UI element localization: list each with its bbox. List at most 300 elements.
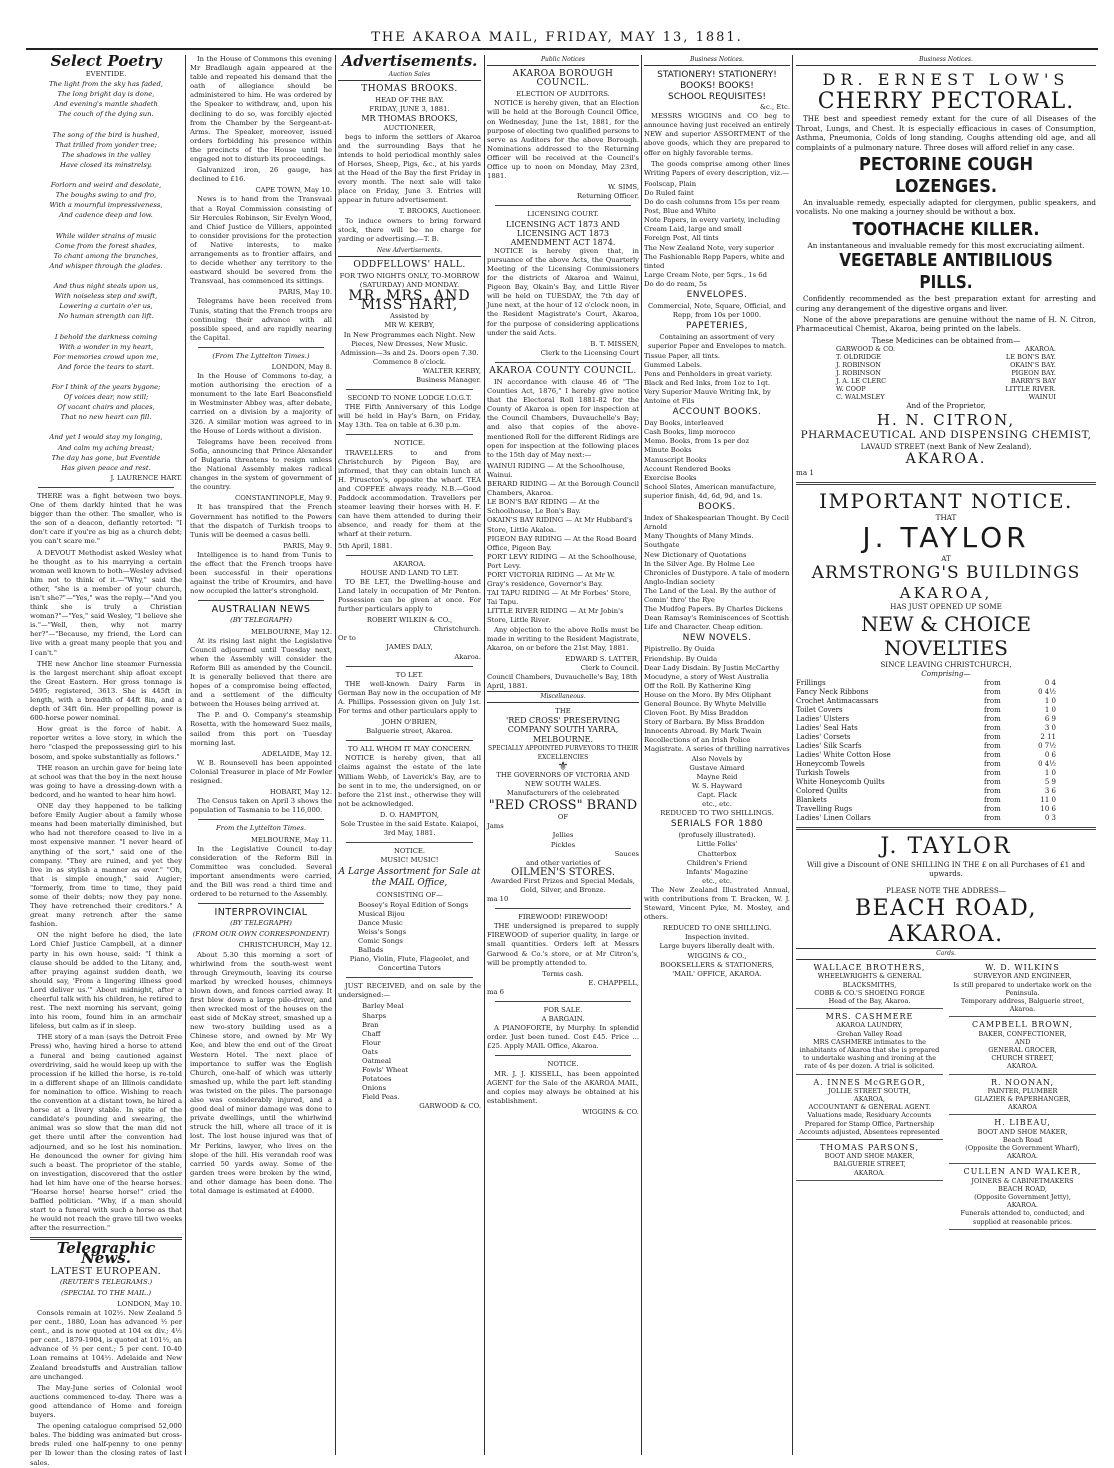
agent-cell: WAINUI — [1028, 393, 1056, 402]
divider — [495, 205, 631, 206]
card-line: AKAROA. — [1007, 1201, 1038, 1210]
paper-item: The Fashionable Repp Papers, white and tinted — [644, 252, 785, 270]
paper-item: Do do do ream, 5s — [644, 279, 707, 288]
wilkin: ROBERT WILKIN & CO., — [366, 616, 453, 625]
poem-line: And force the tears to start. — [57, 362, 155, 371]
novel-item: Mocudyne, a story of West Australia — [644, 672, 769, 681]
christchurch: Christchurch. — [433, 625, 481, 634]
dateline: CAPE TOWN, May 10. — [255, 186, 332, 195]
divider — [495, 1001, 631, 1002]
dateline: MELBOURNE, May 12. — [250, 627, 332, 636]
card-line: ACCOUNTANT & GENERAL AGENT. — [808, 1103, 931, 1112]
beach-road: BEACH ROAD, AKAROA. — [855, 895, 1037, 947]
divider — [38, 487, 174, 488]
news-paragraph: Telegrams have been received from Sofia, announcing that Prince Alexander of Bulgaria threatens to resign unless the National Assembly makes radical changes in the system of government of the country. — [190, 437, 332, 492]
paper-item: Foreign Post, All tints — [644, 234, 719, 243]
wiggins-signature: WIGGINS & CO., — [687, 951, 747, 960]
serial-item: Chatterbox — [697, 849, 737, 858]
stationery-item: Tissue Paper, all tints. — [644, 351, 720, 360]
novel-item: Cloven Foot. By Miss Braddon — [644, 709, 749, 718]
serial-item: Infants' Magazine — [686, 867, 748, 876]
poem — [30, 80, 182, 473]
price-cell: from — [984, 759, 1001, 768]
constantinople-news: It has transpired that the French Government has notified to the Powers that the dispatch of Turkish troops to Tunis will be deemed a casus belli. — [190, 503, 332, 539]
poem-line: I behold the darkness coming — [54, 332, 158, 341]
just-received: JUST RECEIVED, and on sale by the undersigned:— — [338, 982, 481, 1000]
envelopes-heading: ENVELOPES. — [686, 289, 748, 300]
special-label: (SPECIAL TO THE MAIL.) — [60, 1288, 152, 1297]
agent-cell: J. ROBINSON — [836, 361, 881, 370]
novelties-heading: NEW & CHOICE NOVELTIES — [860, 611, 1032, 660]
produce-item: Onions — [362, 1084, 387, 1093]
produce-item: Chaff — [362, 1029, 381, 1038]
kissell-text: MR. J. J. KISSELL, has been appointed AGENT for the Sale of the AKAROA MAIL, and copies may always be obtained at his establishment. — [487, 1069, 639, 1105]
price-cell: from — [984, 813, 1001, 822]
large-assortment: A Large Assortment for Sale at the MAIL Office, — [338, 867, 481, 889]
poem-line: The couch of the dying sun. — [58, 110, 154, 119]
price-row — [796, 733, 1056, 742]
melbourne-news — [190, 637, 332, 748]
akaroa: Akaroa. — [454, 652, 481, 661]
paper-item: Do Ruled faint — [644, 188, 694, 197]
novel-item: House on the Moro. By Mrs Oliphant — [644, 690, 772, 699]
paper-item: Large Cream Note, per 5qrs., 1s 6d — [644, 270, 767, 279]
stationery-item: Very Superior Mauve Writing Ink, by Antoine et Fils — [644, 387, 771, 405]
card-line: AKAROA. — [1007, 1062, 1038, 1071]
price-cell: Ladies' Corsets — [796, 732, 851, 741]
manufacturers: Manufacturers of the celebrated — [506, 789, 620, 798]
price-cell: 0 4½ — [1038, 759, 1056, 768]
card-line: AKAROA, — [854, 1095, 885, 1103]
produce-item: Oats — [362, 1047, 378, 1056]
music-list — [338, 901, 481, 956]
produce-item: Oatmeal — [362, 1057, 392, 1065]
poetry-heading: Select Poetry — [50, 52, 162, 70]
at: AT — [941, 553, 951, 563]
the: THE — [555, 707, 571, 716]
price-cell: 5 9 — [1044, 777, 1056, 786]
account-book-item: Exercise Books — [644, 473, 697, 482]
brooks-signature: T. BROOKS, Auctioneer. — [398, 207, 481, 216]
poem-line: While wilder strains of music — [55, 231, 157, 240]
hampton: D. O. HAMPTON, — [379, 810, 440, 819]
auction-sales-label: Auction Sales — [338, 70, 481, 81]
price-cell: 3 0 — [1044, 723, 1056, 732]
price-cell: White Honeycomb Quilts — [796, 777, 885, 786]
book-item: New Dictionary of Quotations — [644, 550, 747, 559]
price-row — [796, 724, 1056, 733]
agent-cell: J. A. LE CLERC — [836, 377, 887, 386]
price-cell: 6 9 — [1044, 714, 1056, 723]
business-card — [949, 1119, 1096, 1164]
column-6 — [796, 55, 1096, 1455]
notice-heading: NOTICE. — [393, 439, 426, 448]
annual-text: The New Zealand Illustrated Annual, with contributions from T. Bracken, W. J. Steward, Vincent Pyke, M. Mosley, and others. — [644, 885, 790, 922]
price-list — [796, 679, 1096, 823]
agent-row — [836, 345, 1056, 353]
borough-council: AKAROA BOROUGH COUNCIL. — [512, 69, 614, 89]
cards-left — [796, 964, 943, 1234]
election-heading: ELECTION OF AUDITORS. — [516, 90, 610, 99]
missen: B. T. MISSEN, — [590, 339, 639, 348]
cards-section — [796, 964, 1096, 1234]
poem-line — [30, 222, 182, 231]
novel-item: Off the Roll. By Katherine King — [644, 681, 751, 690]
book-item: Index of Shakespearian Thought. By Cecil Arnold — [644, 514, 789, 532]
lavaud: LAVAUD STREET (next Bank of New Zealand), — [860, 441, 1032, 451]
price-cell: from — [984, 777, 1001, 786]
mail-office: 'MAIL' OFFICE, AKAROA. — [672, 969, 762, 978]
agents-list — [796, 345, 1096, 401]
or-to: Or to — [338, 634, 356, 643]
card-title: W. D. WILKINS — [985, 963, 1060, 973]
lodge-text: THE Fifth Anniversary of this Lodge will be held in Hay's Barn, on Friday, May 13th. Tea on table at 6.30 p.m. — [338, 403, 481, 430]
divider — [796, 827, 1096, 830]
jellies: Jellies — [552, 831, 574, 840]
agent-row — [836, 385, 1056, 393]
column-1 — [30, 52, 182, 1467]
divider — [346, 842, 473, 843]
price-cell: from — [984, 795, 1001, 804]
riding-item: LITTLE RIVER RIDING — At Mr Jobin's Store, Little River. — [487, 607, 624, 625]
account-book-item: Account Rendered Books — [644, 464, 731, 473]
price-row — [796, 688, 1056, 697]
price-cell: Toilet Covers — [796, 705, 843, 714]
stationery-item: Pens and Penholders in great variety. — [644, 369, 773, 378]
profusely: (profusely illustrated). — [678, 831, 756, 840]
music-item: Dance Music — [358, 918, 403, 927]
paper-item: Foolscap, Plain — [644, 179, 697, 188]
account-books-heading: ACCOUNT BOOKS. — [672, 407, 762, 418]
agent-cell: W. COOP — [836, 385, 866, 394]
price-cell: 0 7½ — [1038, 741, 1056, 750]
awarded: Awarded First Prizes and Special Medals, Gold, Silver, and Bronze. — [491, 876, 635, 894]
pharmaceutical: PHARMACEUTICAL AND DISPENSING CHEMIST, — [800, 428, 1092, 441]
card-title: H. LIBEAU, — [994, 1118, 1051, 1128]
price-cell: 1 0 — [1044, 696, 1056, 705]
obtained: These Medicines can be obtained from— — [871, 335, 1021, 345]
card-line: AND — [1014, 1037, 1031, 1046]
anecdote: ON the night before he died, the late Lord Chief Justice Campbell, at a dinner party in his own house, said: "I think a clause should be added to the Litany, and, after praying against sudden death, we should say, 'From a lingering illness good Lord deliver us.'" About midnight, after a cheerful talk with his children, he retired to rest. The next morning his servant, going into his room, found him in an armchair lifeless, but calm as if in sleep. — [30, 931, 182, 1031]
column-3 — [338, 52, 481, 1455]
poem-line — [30, 423, 182, 432]
licensing-act: LICENSING ACT 1873 AND LICENSING ACT 1873 AMENDMENT ACT 1874. — [506, 219, 620, 247]
obrien: JOHN O'BRIEN, — [381, 718, 438, 727]
poem-line: The light from the sky has faded, — [49, 80, 163, 89]
books-list — [644, 514, 790, 632]
price-cell: from — [984, 732, 1001, 741]
licensing-heading: LICENSING COURT. — [527, 210, 599, 219]
ma6: ma 6 — [487, 987, 504, 996]
riding-item: WAINUI RIDING — At the Schoolhouse, Wainui. — [487, 461, 625, 479]
agent-cell: BARRY'S BAY — [1010, 377, 1056, 386]
column-rule — [185, 55, 186, 1455]
poem-line: And calm my aching breast; — [57, 443, 155, 452]
dateline: PARIS, May 9. — [283, 541, 332, 550]
price-row — [796, 787, 1056, 796]
wiggins: WIGGINS & CO. — [582, 1107, 639, 1116]
source-label: (FROM OUR OWN CORRESPONDENT) — [192, 930, 330, 939]
poem-line: Of vacant chairs and places, — [57, 403, 155, 412]
price-cell: from — [984, 750, 1001, 759]
etc: &c., Etc. — [760, 103, 790, 112]
business-card — [949, 964, 1096, 1017]
price-cell: Ladies' Linen Collars — [796, 813, 871, 822]
produce-item: Bran — [362, 1020, 379, 1029]
card-line: SURVEYOR AND ENGINEER, — [973, 972, 1072, 981]
poem-title: EVENTIDE. — [85, 70, 127, 79]
serial-item: Children's Friend — [686, 858, 748, 867]
anecdote: A DEVOUT Methodist asked Wesley what he thought as to his marrying a certain woman well known to both—Wesley advised him not to think of it.—"Why," said the other, "she is a member of your church, isn't she?"—"Yes," was the reply.—"And you think she is truly a Christian woman?"—"Yes," said Wesley, "I believe she is."—"Well, then, why not marry her?"—"Because, my friend, the Lord can live with a great many people that you and I can't." — [30, 548, 182, 657]
price-cell: from — [984, 768, 1001, 777]
author-item: Mayne Reid — [696, 772, 738, 781]
cards-label: Cards. — [796, 948, 1096, 960]
price-cell: from — [984, 786, 1001, 795]
stationery-heading: STATIONERY! STATIONERY! — [657, 70, 777, 81]
news-paragraph: In the House of Commons to-day, a motion authorising the erection of a monument to the late Earl Beaconsfield in Westminster Abbey was, after debate, carried on a division by a majority of 326. A similar motion was agreed to in the House of Lords without a division. — [190, 372, 332, 435]
book-item: Dean Ramsay's Reminiscences of Scottish Life and Character. Cheap edition. — [644, 614, 790, 632]
price-cell: 2 11 — [1040, 732, 1056, 741]
music-item: Ballads — [358, 945, 384, 954]
trustee: Sole Trustee in the said Estate. Kaiapoi, 3rd May, 1881. — [340, 820, 479, 838]
novel-item: Story of Barbara. By Miss Braddon — [644, 718, 765, 727]
divider — [495, 908, 631, 909]
music-item: Musical Bijou — [358, 909, 405, 918]
column-4 — [487, 55, 639, 1455]
taylor-name: J. TAYLOR — [862, 520, 1030, 554]
important-notice: IMPORTANT NOTICE. — [819, 488, 1073, 513]
reuter-label: (REUTER'S TELEGRAMS.) — [59, 1277, 153, 1286]
poem-line: Lowering a curtain o'er us, — [59, 302, 153, 311]
poem-line: Forlorn and weird and desolate, — [50, 181, 162, 190]
poem-line — [30, 272, 182, 281]
book-item: Many Thoughts of Many Minds. Southgate — [644, 532, 754, 550]
column-rule — [335, 55, 336, 1455]
poem-line: Have closed its minstrelsy. — [60, 160, 152, 169]
price-cell: 10 6 — [1040, 804, 1056, 813]
piano-line: Piano, Violin, Flute, Flageolet, and Concertina Tutors — [349, 955, 470, 973]
dateline: ADELAIDE, May 12. — [262, 749, 332, 758]
anecdote: THE reason an urchin gave for being late at school was that the boy in the next house was going to have a dressing-down with a bedcord, and he wanted to hear him howl. — [30, 763, 182, 799]
riding-item: PIGEON BAY RIDING — At the Road Board Office, Pigeon Bay. — [487, 534, 637, 552]
poem-line — [30, 121, 182, 130]
paris-news: Telegrams have been received from Tunis, stating that the French troops are continuing their advance with all possible speed, and are rapidly nearing the Capital. — [190, 297, 332, 342]
house-land-heading: HOUSE AND LAND TO LET. — [360, 568, 459, 577]
book-item: In the Silver Age. By Holme Lee — [644, 559, 755, 568]
ma10: ma 10 — [487, 895, 509, 904]
paper-item: Post, Blue and White — [644, 207, 716, 216]
novel-item: Recollections of an Irish Police Magistrate. A series of thrilling narratives — [644, 736, 790, 754]
hobart-news: The Census taken on April 3 shows the population of Tasmania to be 116,000. — [190, 797, 332, 815]
agent-row — [836, 377, 1056, 385]
serials-heading: SERIALS FOR 1880 — [670, 819, 764, 830]
reduced-two: REDUCED TO TWO SHILLINGS. — [660, 809, 774, 818]
card-title: A. INNES McGREGOR, — [813, 1077, 926, 1087]
poem-line: And whisper through the glades. — [49, 261, 163, 270]
poem-line: The shadows in the valley — [61, 150, 151, 159]
card-line: BEACH ROAD, — [998, 1184, 1047, 1193]
dateline: CHRISTCHURCH, May 12. — [238, 941, 332, 950]
papeteries-text: Containing an assortment of very superior Paper and Envelopes to match. — [647, 333, 787, 351]
returning-officer: Returning Officer. — [576, 192, 639, 201]
card-line: Funerals attended to, conducted, and supplied at reasonable prices. — [960, 1209, 1085, 1226]
poem-line: And evening's mantle shadeth — [54, 100, 158, 109]
business-card — [796, 964, 943, 1009]
riding-item: OKAIN'S BAY RIDING — At Mr Hubbard's Store, Little Akaloa. — [487, 516, 633, 534]
serial-item: etc., etc. — [702, 876, 732, 885]
balguerie: Balguerie street, Akaroa. — [366, 727, 453, 736]
column-rule — [484, 55, 485, 1455]
cards-right — [949, 964, 1096, 1234]
business-card — [949, 1168, 1096, 1229]
papeteries-heading: PAPETERIES, — [686, 321, 748, 332]
dr-low: DR. ERNEST LOW'S — [822, 70, 1070, 90]
akaroa: AKAROA, — [899, 584, 993, 603]
account-book-item: Cash Books, limp morocco — [644, 428, 736, 437]
anecdotes — [30, 492, 182, 1234]
sale-date: FRIDAY, JUNE 3, 1881. — [369, 105, 450, 114]
akaroa: AKAROA. — [905, 451, 987, 468]
firewood-text: THE undersigned is prepared to supply FIREWOOD of superior quality, in large or small quantities. Orders left at Messrs Garwood & Co.'s store, or at Mr Citron's, will be promptly attended to. — [487, 922, 639, 967]
two-nights: FOR TWO NIGHTS ONLY, TO-MORROW (SATURDAY) AND MONDAY. — [339, 271, 480, 290]
produce-item: Sharps — [362, 1011, 387, 1020]
novel-item: Innocents Abroad. By Mark Twain — [644, 727, 762, 736]
business-notices-label: Business Notices. — [644, 55, 790, 66]
price-cell: from — [984, 741, 1001, 750]
ridings-list — [487, 462, 639, 626]
pills-heading: VEGETABLE ANTIBILIOUS PILLS. — [839, 250, 1053, 294]
books-heading: BOOKS! BOOKS! — [680, 81, 754, 92]
price-cell: Ladies' Silk Scarfs — [796, 741, 862, 750]
card-title: MRS. CASHMERE — [825, 1012, 914, 1022]
australian-news-heading: AUSTRALIAN NEWS — [211, 604, 311, 616]
discount: Will give a Discount of ONE SHILLING IN THE £ on all Purchases of £1 and upwards. — [806, 859, 1085, 878]
author-item: etc., etc. — [702, 800, 732, 809]
ma1: ma 1 — [796, 468, 814, 478]
wiggins-text: MESSRS WIGGINS and CO beg to announce having just received an entirely NEW and superior ASSORTMENT of the above goods, which they are prepared to offer on highly favorable terms. — [644, 112, 790, 157]
misc-label: Miscellaneous. — [487, 691, 639, 703]
riding-item: BERARD RIDING — At the Borough Council Chambers, Akaroa. — [487, 480, 640, 498]
poem-line — [30, 322, 182, 331]
divider — [198, 819, 324, 820]
book-item: Chronicles of Dustypore. A tale of modern Anglo-Indian society — [644, 568, 790, 586]
governors: THE GOVERNORS OF VICTORIA AND NEW SOUTH WALES. — [496, 770, 630, 789]
news-paragraph: The P. and O. Company's steamship Rosetta, with the homeward Suez mails, sailed from this port on Tuesday morning last. — [190, 711, 332, 747]
anecdote: ONE day they happened to be talking before Emily Augier about a family whose means had been materially diminished, but who had not therefore ceased to live in a most expensive manner. "I never heard of anything of the sort," said one of the company. "They are ruined, and yet they live in as stylish a manner as ever." "Oh, that is simple enough," said Augier; "formerly, from time to time, they paid some of their debts; now they pay none. They have retrenched their creditors." A great many retrench after the same fashion. — [30, 802, 182, 929]
latter: EDWARD S. LATTER, — [565, 654, 639, 663]
dateline: MELBOURNE, May 11. — [250, 835, 332, 844]
price-row — [796, 751, 1056, 760]
divider — [346, 977, 473, 978]
card-line: Grehan Valley Road — [836, 1029, 903, 1038]
source-label: From the Lyttelton Times. — [215, 824, 307, 833]
divider — [495, 1055, 631, 1056]
card-line: BOOT AND SHOE MAKER, — [824, 1152, 915, 1161]
price-cell: Colored Quilts — [796, 786, 848, 795]
slates: School Slates, American manufacture, superior finish, 4d, 6d, 9d, and 1s. — [644, 482, 777, 500]
card-line: (Opposite the Government Wharf), — [965, 1144, 1080, 1153]
card-line: PAINTER, PLUMBER — [987, 1086, 1058, 1095]
card-line: AKAROA LAUNDRY, — [836, 1021, 903, 1030]
price-cell: Frillings — [796, 678, 826, 687]
novel-item: Friendship. By Ouida — [644, 654, 718, 663]
novel-item: Pipistrello. By Ouida — [644, 645, 715, 654]
agent-cell: LE BON'S BAY. — [1005, 353, 1056, 362]
price-cell: from — [984, 723, 1001, 732]
price-cell: Ladies' Ulsters — [796, 714, 850, 723]
card-line: JOINERS & CABINETMAKERS — [971, 1176, 1074, 1185]
taylor-name: J. TAYLOR — [880, 833, 1012, 859]
webb-notice: NOTICE is hereby given, that all claims against the estate of the late William Webb, of Laverick's Bay, are to be sent in to me, the undersigned, on or before the 21st inst., otherwise they will not be acknowledged. — [338, 754, 481, 808]
card-line: BOOT AND SHOE MAKER, — [977, 1127, 1068, 1136]
card-line: Head of the Bay, Akaroa. — [828, 996, 911, 1005]
business-card — [796, 1079, 943, 1140]
price-row — [796, 742, 1056, 751]
business-card — [796, 1144, 943, 1181]
christchurch-news: About 5.30 this morning a sort of whirlwind from the south-west went through Greymouth, leaving its course marked by wrecked houses, chimneys blown down, and fences carried away. It first blew down a large pile-driver, and then wrecked most of the houses on the east side of McKay street, smashed up a new two-story building used as a Chinese store, and owned by Mr Wy Kee, and blew the end out of the Great Western Hotel. The next place of importance to suffer was the English Church, one-half of which was utterly smashed up, while the part left standing was twisted on the piles. The parsonage also was considerably injured, and a good deal of minor damage was done to private dwellings, until the whirlwind struck the hill, where all trace of it is lost. The lost house injured was that of Mr Perkins, lawyer, who lives on the slope of the hill. His verandah roof was carried 50 yards away. Some of the garden trees were broken by the wind, and other damage has been done. The total damage is estimated at £4000. — [190, 950, 332, 1195]
divider — [796, 482, 1096, 485]
divider — [198, 347, 324, 348]
price-cell: Fancy Neck Ribbons — [796, 687, 869, 696]
card-line: Beach Road — [1002, 1135, 1043, 1144]
misc-list — [644, 352, 790, 407]
divider — [198, 600, 324, 601]
price-cell: from — [984, 714, 1001, 723]
pickles: Pickles — [550, 840, 576, 849]
price-row — [796, 706, 1056, 715]
account-book-item: Memo. Books, from 1s per doz — [644, 437, 750, 446]
news-paragraph: In the House of Commons this evening Mr Bradlaugh again appeared at the table and repeated his demand that the oath of allegiance should be administered to him. He was ordered by the Speaker to withdraw, and, upon his declining to do so, was forcibly ejected from the Chamber by the Sergeant-at-Arms. The Speaker, moreover, issued orders forbidding his presence within the precincts of the House until he engaged not to disturb its proceedings. — [190, 55, 332, 164]
poem-line: Of voices dear, now still; — [63, 393, 149, 402]
price-cell: Ladies' Seal Hats — [796, 723, 858, 732]
riding-item: TAI TAPU RIDING — At Mr Forbes' Store, Tai Tapu. — [487, 589, 632, 607]
price-cell: from — [984, 678, 1001, 687]
poem-line: The long bright day is done, — [57, 90, 155, 99]
travellers-text: TRAVELLERS to and from Christchurch by Pigeon Bay, are informed, that they can obtain lunch at H. Piruscton's, opposite the wharf. TEA and COFFEE always ready. N.B.—Good Paddock accommodation. Travellers per steamer leaving their horses with H. F. can have them attended to during their absence, and ready for them at the wharf at their return. — [338, 448, 481, 539]
price-row — [796, 769, 1056, 778]
oddfellows-hall: ODDFELLOWS' HALL. — [353, 259, 466, 270]
royal-arms-icon: ⚜ — [557, 758, 569, 773]
agent-cell: AKAROA. — [1025, 345, 1056, 354]
account-book-item: Minute Books — [644, 446, 692, 455]
price-cell: Blankets — [796, 795, 827, 804]
poem-line — [30, 373, 182, 382]
books-heading: BOOKS. — [698, 502, 736, 513]
card-line: AKAROA — [1008, 1103, 1037, 1112]
auctioneer-label: AUCTIONEER, — [383, 123, 436, 132]
advertisements-heading: Advertisements. — [341, 52, 478, 70]
source-label: (From The Lyttelton Times.) — [212, 351, 310, 360]
that: THAT — [935, 512, 957, 522]
novel-item: General Bounce. By Whyte Melville — [644, 700, 767, 708]
divider — [346, 434, 473, 435]
has-just: HAS JUST OPENED UP SOME — [890, 602, 1002, 612]
price-row — [796, 760, 1056, 769]
since: SINCE LEAVING CHRISTCHURCH, — [880, 659, 1012, 669]
papers-list — [644, 180, 790, 289]
price-cell: 1 0 — [1044, 705, 1056, 714]
oilmens-stores: OILMEN'S STORES. — [510, 866, 616, 878]
price-cell: from — [984, 804, 1001, 813]
sims: W. SIMS, — [608, 183, 639, 192]
to-let-heading: TO LET. — [395, 670, 424, 679]
card-title: CULLEN AND WALKER, — [963, 1167, 1082, 1177]
clerk-council: Clerk to Council. — [580, 663, 639, 672]
agent-cell: C. WALMSLEY — [836, 393, 885, 402]
agent-cell: LITTLE RIVER. — [1005, 385, 1056, 394]
poem-line: And thus night steals upon us, — [53, 282, 159, 291]
author-item: Capt. Flack — [697, 790, 737, 799]
